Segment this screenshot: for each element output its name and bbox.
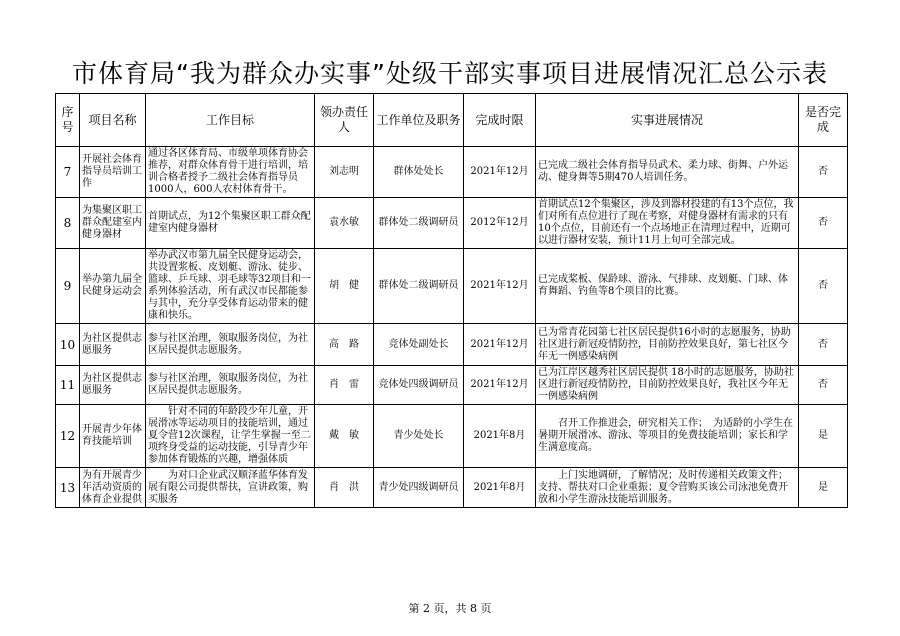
table-row xyxy=(56,405,848,468)
cell-done: 否 xyxy=(799,198,848,249)
cell-progress: 已完成二级社会体育指导员武术、柔力球、街舞、户外运动、健身舞等5期470人培训任务。 xyxy=(536,147,799,198)
page-footer: 第 2 页，共 8 页 xyxy=(408,602,492,615)
cell-no: 7 xyxy=(56,147,80,198)
cell-unit: 群体处处长 xyxy=(374,147,464,198)
header-deadline: 完成时限 xyxy=(464,94,536,147)
cell-deadline: 2021年8月 xyxy=(464,468,536,508)
cell-leader: 肖 雷 xyxy=(315,366,374,405)
cell-progress: 已完成桨板、保龄球、游泳、气排球、皮划艇、门球、体育舞蹈、钓鱼等8个项目的比赛。 xyxy=(536,249,799,324)
cell-unit: 竞体处四级调研员 xyxy=(374,366,464,405)
cell-done: 否 xyxy=(799,324,848,366)
cell-deadline: 2021年12月 xyxy=(464,147,536,198)
header-goal: 工作目标 xyxy=(146,94,315,147)
cell-name: 为社区提供志愿服务 xyxy=(80,324,146,366)
cell-name: 为集聚区职工群众配建室内健身器材 xyxy=(80,198,146,249)
cell-deadline: 2021年12月 xyxy=(464,366,536,405)
table-row xyxy=(56,366,848,405)
table-row xyxy=(56,324,848,366)
cell-done: 是 xyxy=(799,405,848,468)
cell-done: 是 xyxy=(799,468,848,508)
cell-unit: 竞体处副处长 xyxy=(374,324,464,366)
header-done: 是否完成 xyxy=(799,94,848,147)
header-progress: 实事进展情况 xyxy=(536,94,799,147)
cell-leader: 高 路 xyxy=(315,324,374,366)
cell-goal: 参与社区治理，领取服务岗位，为社区居民提供志愿服务。 xyxy=(146,366,315,405)
table-row xyxy=(56,468,848,508)
cell-goal: 首期试点，为12个集聚区职工群众配建室内健身器材 xyxy=(146,198,315,249)
cell-done: 否 xyxy=(799,249,848,324)
cell-no: 11 xyxy=(56,366,80,405)
cell-no: 9 xyxy=(56,249,80,324)
page-title: 市体育局“我为群众办实事”处级干部实事项目进展情况汇总公示表 xyxy=(72,59,828,88)
cell-leader: 戴 敏 xyxy=(315,405,374,468)
cell-deadline: 2021年12月 xyxy=(464,324,536,366)
cell-no: 12 xyxy=(56,405,80,468)
header-no: 序号 xyxy=(56,94,80,147)
cell-done: 否 xyxy=(799,147,848,198)
cell-goal: 为对口企业武汉顺泽蓝华体育发展有限公司提供帮扶，宣讲政策，购买服务 xyxy=(146,468,315,508)
cell-progress: 上门实地调研，了解情况；及时传递相关政策文件；支持、帮扶对口企业重振；夏令营购买该公司泳池免费开放和小学生游泳技能培训服务。 xyxy=(536,468,799,508)
cell-no: 13 xyxy=(56,468,80,508)
cell-name: 为社区提供志愿服务 xyxy=(80,366,146,405)
cell-unit: 青少处四级调研员 xyxy=(374,468,464,508)
header-unit: 工作单位及职务 xyxy=(374,94,464,147)
cell-name: 举办第九届全民健身运动会 xyxy=(80,249,146,324)
table-row xyxy=(56,147,848,198)
cell-name: 为有开展青少年活动资质的体育企业提供 xyxy=(80,468,146,508)
cell-unit: 青少处处长 xyxy=(374,405,464,468)
cell-done: 否 xyxy=(799,366,848,405)
table-header-row xyxy=(56,94,848,147)
cell-progress: 首期试点12个集聚区，涉及到器材投建的有13个点位，我们对所有点位进行了现在考察，对健身器材有需求的只有10个点位，目前还有一个点场地正在清理过程中，近期可以进行器材安装，预计11月上旬可全部完成。 xyxy=(536,198,799,249)
cell-progress: 已为常青花园第七社区居民提供16小时的志愿服务，协助社区进行新冠疫情防控，目前防控效果良好，第七社区今年无一例感染病例 xyxy=(536,324,799,366)
cell-progress: 召开工作推进会，研究相关工作； 为适龄的小学生在暑期开展滑冰、游泳、等项目的免费技能培训；家长和学生满意度高。 xyxy=(536,405,799,468)
cell-leader: 肖 洪 xyxy=(315,468,374,508)
cell-deadline: 2012年12月 xyxy=(464,198,536,249)
header-name: 项目名称 xyxy=(80,94,146,147)
cell-deadline: 2021年8月 xyxy=(464,405,536,468)
cell-unit: 群体处二级调研员 xyxy=(374,198,464,249)
cell-no: 10 xyxy=(56,324,80,366)
cell-goal: 通过各区体育局、市级单项体育协会推荐，对群众体育骨干进行培训，培训合格者授予二级社会体育指导员1000人，600人农村体育骨干。 xyxy=(146,147,315,198)
cell-goal: 参与社区治理，领取服务岗位，为社区居民提供志愿服务。 xyxy=(146,324,315,366)
table-row xyxy=(56,198,848,249)
cell-no: 8 xyxy=(56,198,80,249)
cell-progress: 已为江岸区越秀社区居民提供 18小时的志愿服务，协助社区进行新冠疫情防控，目前防控效果良好，我社区今年无一例感染病例 xyxy=(536,366,799,405)
table-row xyxy=(56,249,848,324)
cell-leader: 刘志明 xyxy=(315,147,374,198)
cell-leader: 胡 健 xyxy=(315,249,374,324)
project-table xyxy=(55,93,848,508)
cell-goal: 针对不同的年龄段少年儿童，开展滑冰等运动项目的技能培训，通过夏令营12次课程，让学生掌握一至二项终身受益的运动技能，引导青少年参加体育锻炼的兴趣，增强体质 xyxy=(146,405,315,468)
cell-unit: 群体处二级调研员 xyxy=(374,249,464,324)
cell-goal: 举办武汉市第九届全民健身运动会，共设置浆板、皮划艇、游泳、徒步、篮球、乒乓球、羽毛球等32项目和一系列体验活动，所有武汉市民都能参与其中，充分享受体育运动带来的健康和快乐。 xyxy=(146,249,315,324)
cell-name: 开展青少年体育技能培训 xyxy=(80,405,146,468)
cell-name: 开展社会体育指导员培训工作 xyxy=(80,147,146,198)
cell-leader: 袁水敏 xyxy=(315,198,374,249)
header-leader: 领办责任人 xyxy=(315,94,374,147)
cell-deadline: 2021年12月 xyxy=(464,249,536,324)
